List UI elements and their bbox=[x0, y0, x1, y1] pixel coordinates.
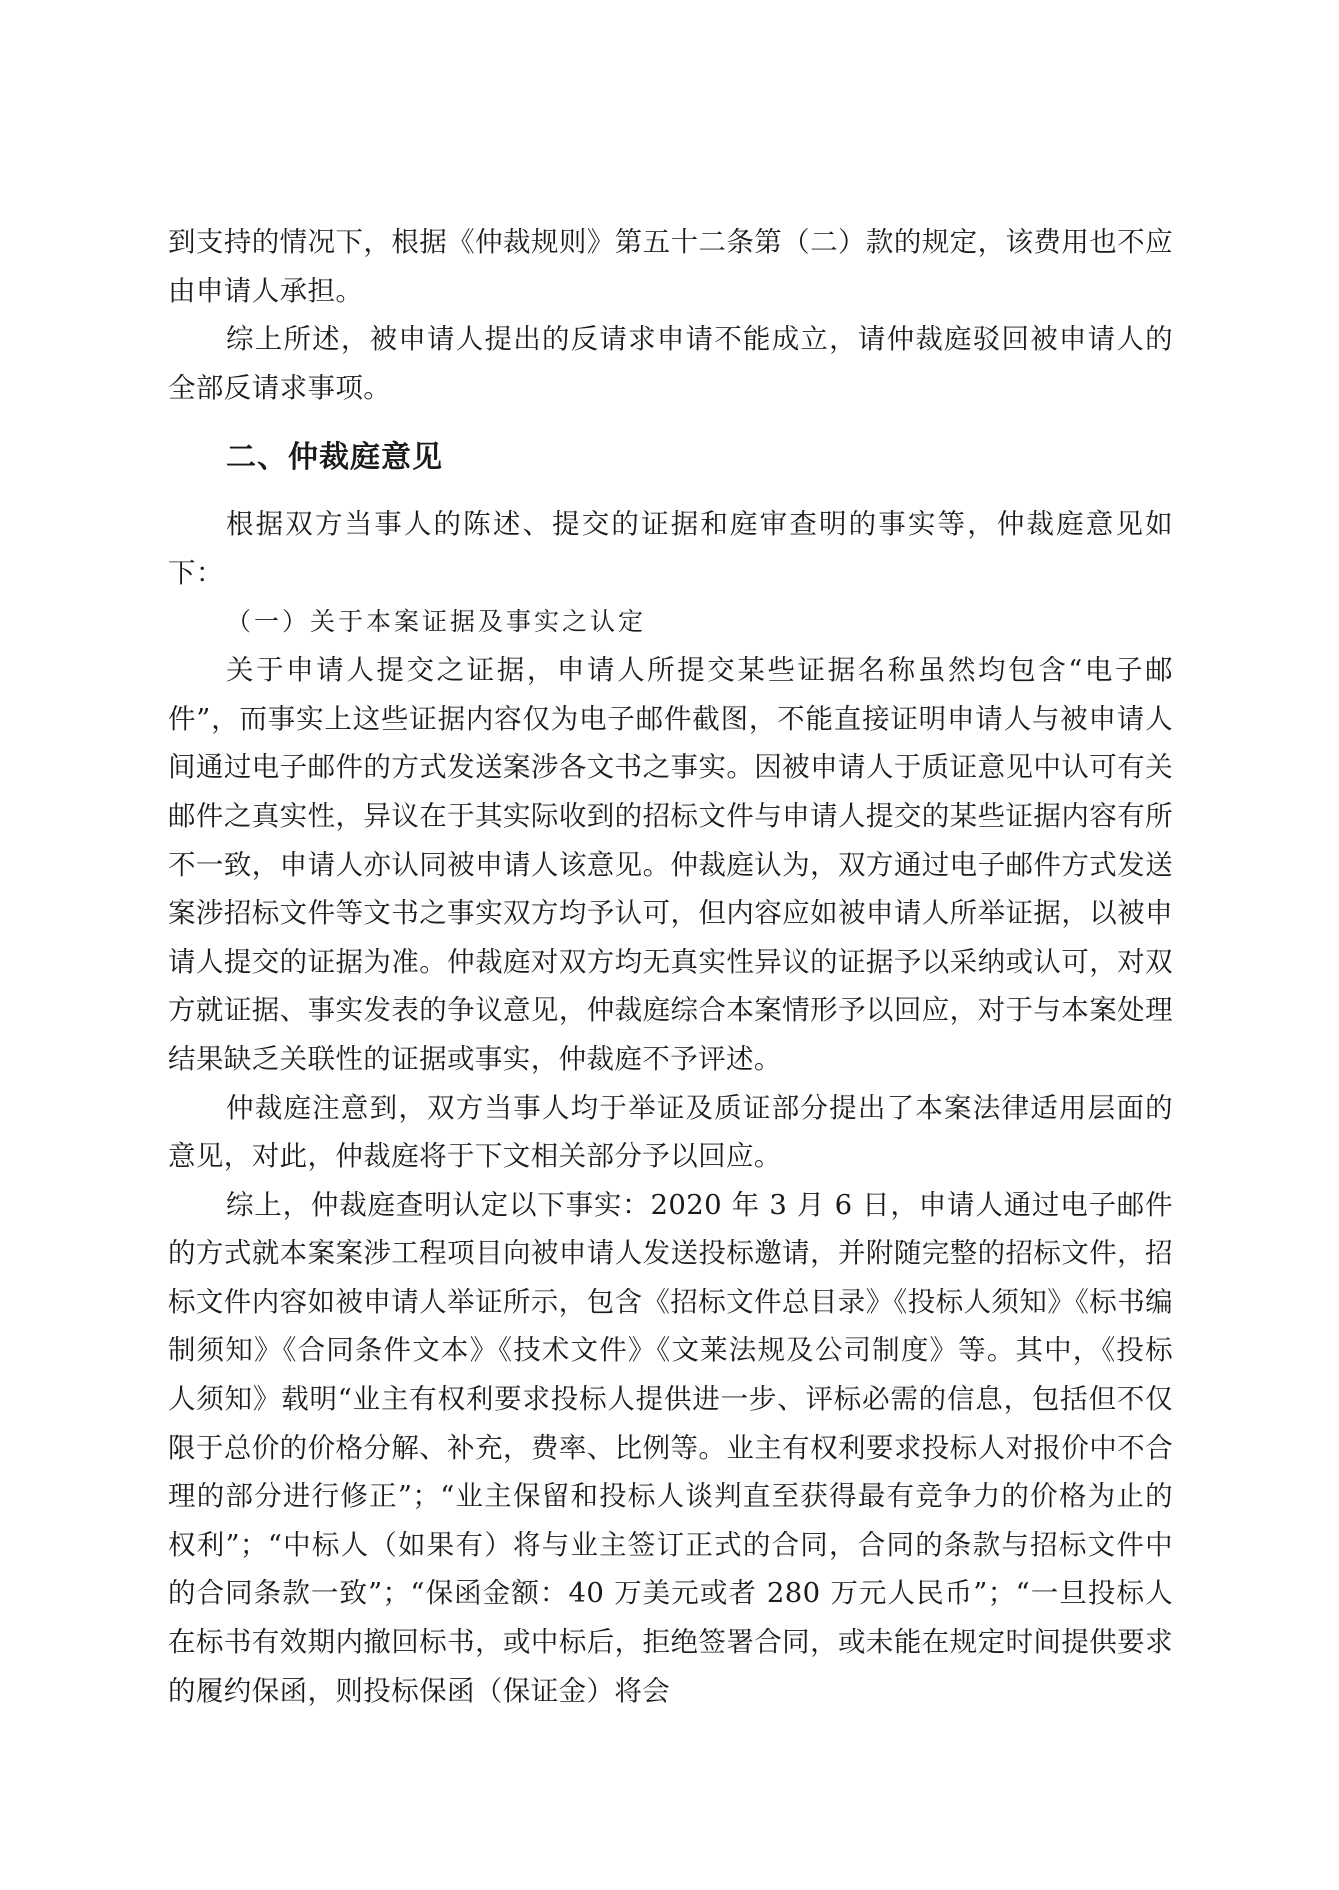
paragraph-notice: 仲裁庭注意到，双方当事人均于举证及质证部分提出了本案法律适用层面的意见，对此，仲裁庭将于下文相关部分予以回应。 bbox=[168, 1091, 1173, 1173]
paragraph-conclusion: 综上所述，被申请人提出的反请求申请不能成立，请仲裁庭驳回被申请人的全部反请求事项。 bbox=[168, 323, 1173, 404]
section-intro: 根据双方当事人的陈述、提交的证据和庭审查明的事实等，仲裁庭意见如下： bbox=[168, 508, 1173, 589]
subsection-title: （一）关于本案证据及事实之认定 bbox=[226, 606, 647, 636]
document-page bbox=[168, 218, 1173, 1715]
paragraph-facts: 综上，仲裁庭查明认定以下事实：2020 年 3 月 6 日，申请人通过电子邮件的方式就本案案涉工程项目向被申请人发送投标邀请，并附随完整的招标文件，招标文件内容如被申请人举证所示，包含《招标文件总目录》《投标人须知》《标书编制须知》《合同条件文本》《技术文件》《文莱法规及公司制度》等。其中，《投标人须知》载明“业主有权利要求投标人提供进一步、评标必需的信息，包括但不仅限于总价的价格分解、补充，费率、比例等。业主有权利要求投标人对报价中不合理的部分进行修正”；“业主保留和投标人谈判直至获得最有竞争力的价格为止的权利”；“中标人（如果有）将与业主签订正式的合同，合同的条款与招标文件中的合同条款一致”；“保函金额：40 万美元或者 280 万元人民币”；“一旦投标人在标书有效期内撤回标书，或中标后，拒绝签署合同，或未能在规定时间提供要求的履约保函，则投标保函（保证金）将会 bbox=[168, 1188, 1173, 1707]
paragraph-continuation: 到支持的情况下，根据《仲裁规则》第五十二条第（二）款的规定，该费用也不应由申请人承担。 bbox=[168, 226, 1173, 307]
paragraph-evidence: 关于申请人提交之证据，申请人所提交某些证据名称虽然均包含“电子邮件”，而事实上这些证据内容仅为电子邮件截图，不能直接证明申请人与被申请人间通过电子邮件的方式发送案涉各文书之事实。因被申请人于质证意见中认可有关邮件之真实性，异议在于其实际收到的招标文件与申请人提交的某些证据内容有所不一致，申请人亦认同被申请人该意见。仲裁庭认为，双方通过电子邮件方式发送案涉招标文件等文书之事实双方均予认可，但内容应如被申请人所举证据，以被申请人提交的证据为准。仲裁庭对双方均无真实性异议的证据予以采纳或认可，对双方就证据、事实发表的争议意见，仲裁庭综合本案情形予以回应，对于与本案处理结果缺乏关联性的证据或事实，仲裁庭不予评述。 bbox=[168, 654, 1173, 1075]
section-title: 二、仲裁庭意见 bbox=[226, 440, 443, 476]
